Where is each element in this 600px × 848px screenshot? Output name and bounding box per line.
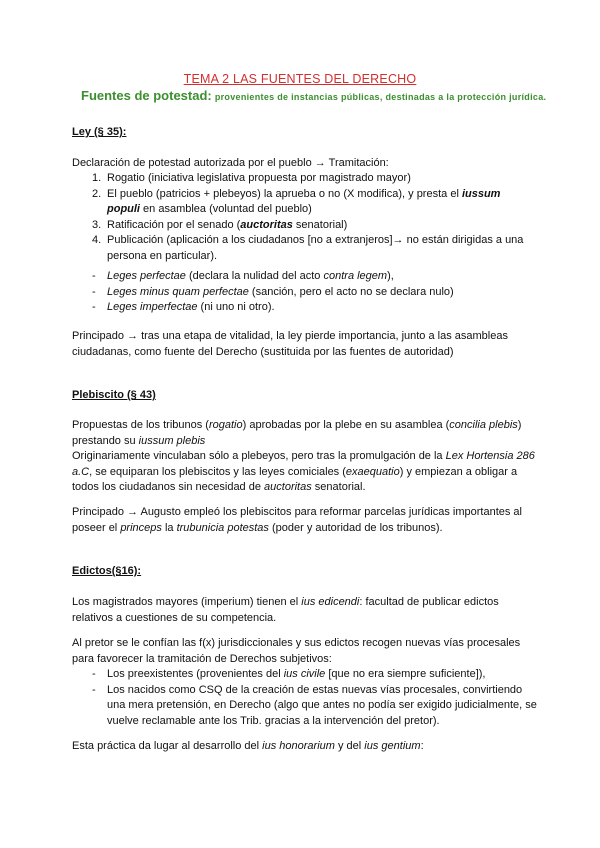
edictos-p3: Esta práctica da lugar al desarrollo del ius honorarium y del ius gentium:	[72, 740, 424, 752]
subtitle-rest: provenientes de instancias públicas, destinadas a la protección jurídica.	[214, 92, 547, 102]
plebiscito-heading: Plebiscito (§ 43)	[72, 389, 156, 401]
edictos-p2: Al pretor se le confían las f(x) jurisdiccionales y sus edictos recogen nuevas vías procesales para favorecer la tramitación de Derechos subjetivos:	[72, 637, 521, 665]
list-item: 1. Rogatio (iniciativa legislativa propuesta por magistrado mayor)	[92, 172, 411, 184]
list-item: - Leges perfectae (declara la nulidad del acto contra legem),	[92, 270, 394, 282]
list-item: - Leges imperfectae (ni uno ni otro).	[92, 301, 275, 313]
plebiscito-p2: Originariamente vinculaban sólo a plebeyos, pero tras la promulgación de la Lex Hortensia 286 a.C, se equiparan los plebiscitos y las leyes comiciales (exaequatio) y empiezan a obligar a todos los ciudadanos sin necesidad de auctoritas senatorial.	[72, 450, 535, 493]
plebiscito-p3: Principado → Augusto empleó los plebiscitos para reformar parcelas jurídicas importantes al poseer el princeps la trubunicia potestas (poder y autoridad de los tribunos).	[72, 506, 522, 534]
list-item: - Los preexistentes (provenientes del ius civile [que no era siempre suficiente]),	[92, 668, 486, 680]
list-item: - Leges minus quam perfectae (sanción, pero el acto no se declara nulo)	[92, 285, 454, 298]
list-item: - Los nacidos como CSQ de la creación de estas nuevas vías procesales, convirtiendo una mera pretensión, en Derecho (algo que antes no podía ser exigido judicialmente, se vuelve reclamable ante los Trib. gracias a la intervención del pretor).	[92, 683, 537, 727]
leges-list	[92, 269, 537, 316]
ley-heading: Ley (§ 35):	[72, 126, 127, 138]
list-item: 3. Ratificación por el senado (auctoritas senatorial)	[92, 218, 348, 231]
subtitle	[81, 88, 546, 106]
edictos-list	[92, 667, 537, 729]
list-item: 4. Publicación (aplicación a los ciudadanos [no a extranjeros]→ no están dirigidas a una persona en particular).	[92, 234, 524, 262]
edictos-heading: Edictos(§16):	[72, 565, 142, 577]
subtitle-main: Fuentes de potestad:	[81, 88, 212, 103]
edictos-p1: Los magistrados mayores (imperium) tienen el ius edicendi: facultad de publicar edictos relativos a cuestiones de su competencia.	[72, 596, 499, 624]
plebiscito-p1: Propuestas de los tribunos (rogatio) aprobadas por la plebe en su asamblea (concilia plebis) prestando su iussum plebis	[72, 419, 522, 447]
ley-principado: Principado → tras una etapa de vitalidad, la ley pierde importancia, junto a las asambleas ciudadanas, como fuente del Derecho (sustituida por las fuentes de autoridad)	[72, 330, 508, 358]
ley-steps-list	[92, 171, 537, 264]
ley-intro: Declaración de potestad autorizada por el pueblo → Tramitación:	[72, 157, 389, 169]
list-item: 2. El pueblo (patricios + plebeyos) la aprueba o no (X modifica), y presta el iussum populi en asamblea (voluntad del pueblo)	[92, 187, 501, 215]
page-title: TEMA 2 LAS FUENTES DEL DERECHO	[183, 72, 417, 86]
